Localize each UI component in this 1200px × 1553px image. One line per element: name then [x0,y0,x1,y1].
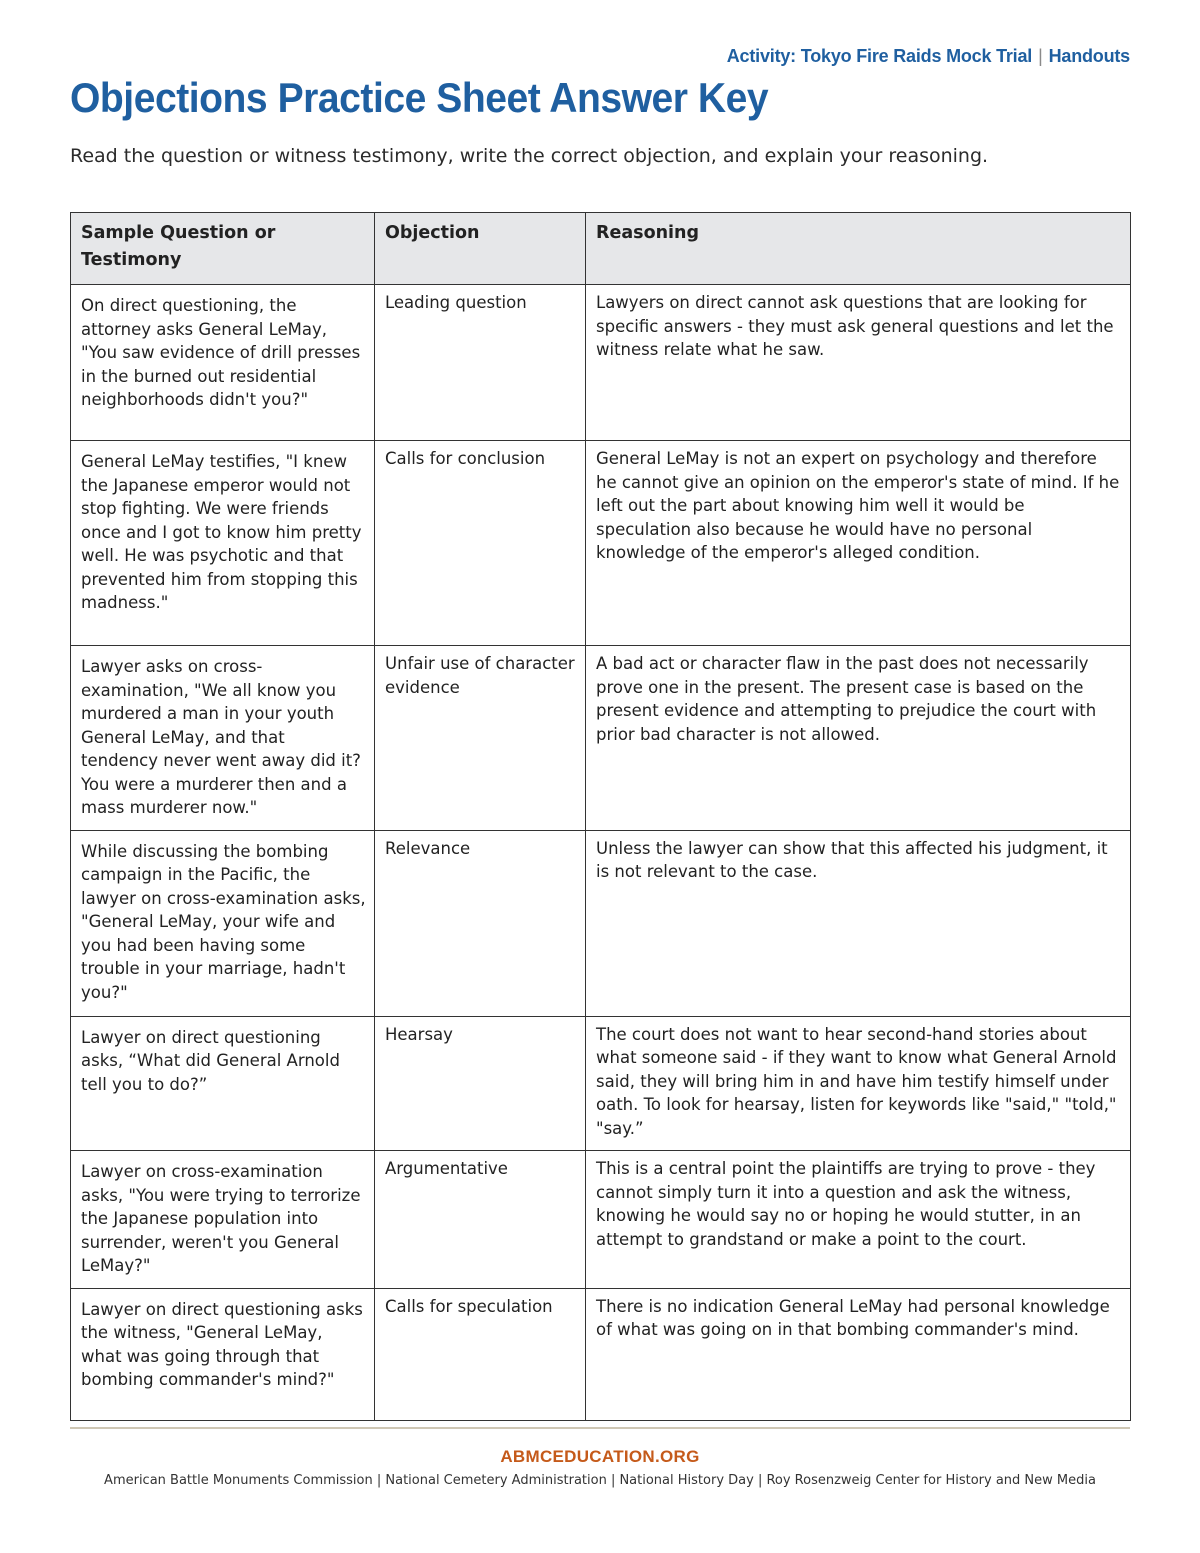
question-cell: General LeMay testifies, "I knew the Japanese emperor would not stop fighting. We were friends once and I got to know him pretty well. He was psychotic and that prevented him from stopping this madness." [71,441,375,646]
header-objection: Objection [375,213,586,285]
question-cell: Lawyer on cross-examination asks, "You were trying to terrorize the Japanese population into surrender, weren't you General LeMay?" [71,1151,375,1289]
reasoning-cell: A bad act or character flaw in the past does not necessarily prove one in the present. The present case is based on the present evidence and attempting to prejudice the court with prior bad character is not allowed. [586,646,1131,831]
question-cell: Lawyer asks on cross-examination, "We all know you murdered a man in your youth General LeMay, and that tendency never went away did it? You were a murderer then and a mass murderer now." [71,646,375,831]
table-row [71,441,1131,646]
reasoning-cell: This is a central point the plaintiffs are trying to prove - they cannot simply turn it into a question and ask the witness, knowing he would say no or hoping he would stutter, in an attempt to grandstand or make a point to the court. [586,1151,1131,1289]
table-row [71,830,1131,1016]
question-cell: Lawyer on direct questioning asks, “What did General Arnold tell you to do?” [71,1016,375,1151]
reasoning-cell: Lawyers on direct cannot ask questions that are looking for specific answers - they must ask general questions and let the witness relate what he saw. [586,285,1131,441]
objection-cell: Unfair use of character evidence [375,646,586,831]
question-cell: On direct questioning, the attorney asks General LeMay, "You saw evidence of drill presses in the burned out residential neighborhoods didn't you?" [71,285,375,441]
table-header [71,213,1131,285]
question-cell: Lawyer on direct questioning asks the witness, "General LeMay, what was going through that bombing commander's mind?" [71,1288,375,1420]
footer-divider [70,1427,1130,1429]
footer-site-url: ABMCEDUCATION.ORG [500,1447,700,1466]
objection-cell: Calls for speculation [375,1288,586,1420]
header-activity-line [727,46,1130,67]
table-body [71,285,1131,1421]
footer-partners: American Battle Monuments Commission | National Cemetery Administration | National History Day | Roy Rosenzweig Center for History and New Media [104,1473,1096,1488]
table-header-row [71,213,1131,285]
instructions-text: Read the question or witness testimony, write the correct objection, and explain your reasoning. [70,145,989,167]
objection-cell: Calls for conclusion [375,441,586,646]
question-cell: While discussing the bombing campaign in the Pacific, the lawyer on cross-examination asks, "General LeMay, your wife and you had been having some trouble in your marriage, hadn't you?" [71,830,375,1016]
objection-cell: Argumentative [375,1151,586,1289]
table-row [71,1288,1131,1420]
header-reasoning: Reasoning [586,213,1131,285]
page-title: Objections Practice Sheet Answer Key [70,74,769,121]
objections-table [70,212,1131,1421]
objection-cell: Relevance [375,830,586,1016]
header-separator: | [1038,46,1043,66]
reasoning-cell: There is no indication General LeMay had personal knowledge of what was going on in that bombing commander's mind. [586,1288,1131,1420]
table-row [71,1151,1131,1289]
objection-cell: Leading question [375,285,586,441]
table-row [71,285,1131,441]
activity-name: Activity: Tokyo Fire Raids Mock Trial [726,46,1033,66]
table-row [71,1016,1131,1151]
reasoning-cell: The court does not want to hear second-hand stories about what someone said - if they want to know what General Arnold said, they will bring him in and have him testify himself under oath. To look for hearsay, listen for keywords like "said," "told," "say.” [586,1016,1131,1151]
reasoning-cell: General LeMay is not an expert on psychology and therefore he cannot give an opinion on the emperor's state of mind. If he left out the part about knowing him well it would be speculation also because he would have no personal knowledge of the emperor's alleged condition. [586,441,1131,646]
objection-cell: Hearsay [375,1016,586,1151]
section-name: Handouts [1048,46,1130,66]
header-question: Sample Question or Testimony [71,213,375,285]
table-row [71,646,1131,831]
reasoning-cell: Unless the lawyer can show that this affected his judgment, it is not relevant to the case. [586,830,1131,1016]
